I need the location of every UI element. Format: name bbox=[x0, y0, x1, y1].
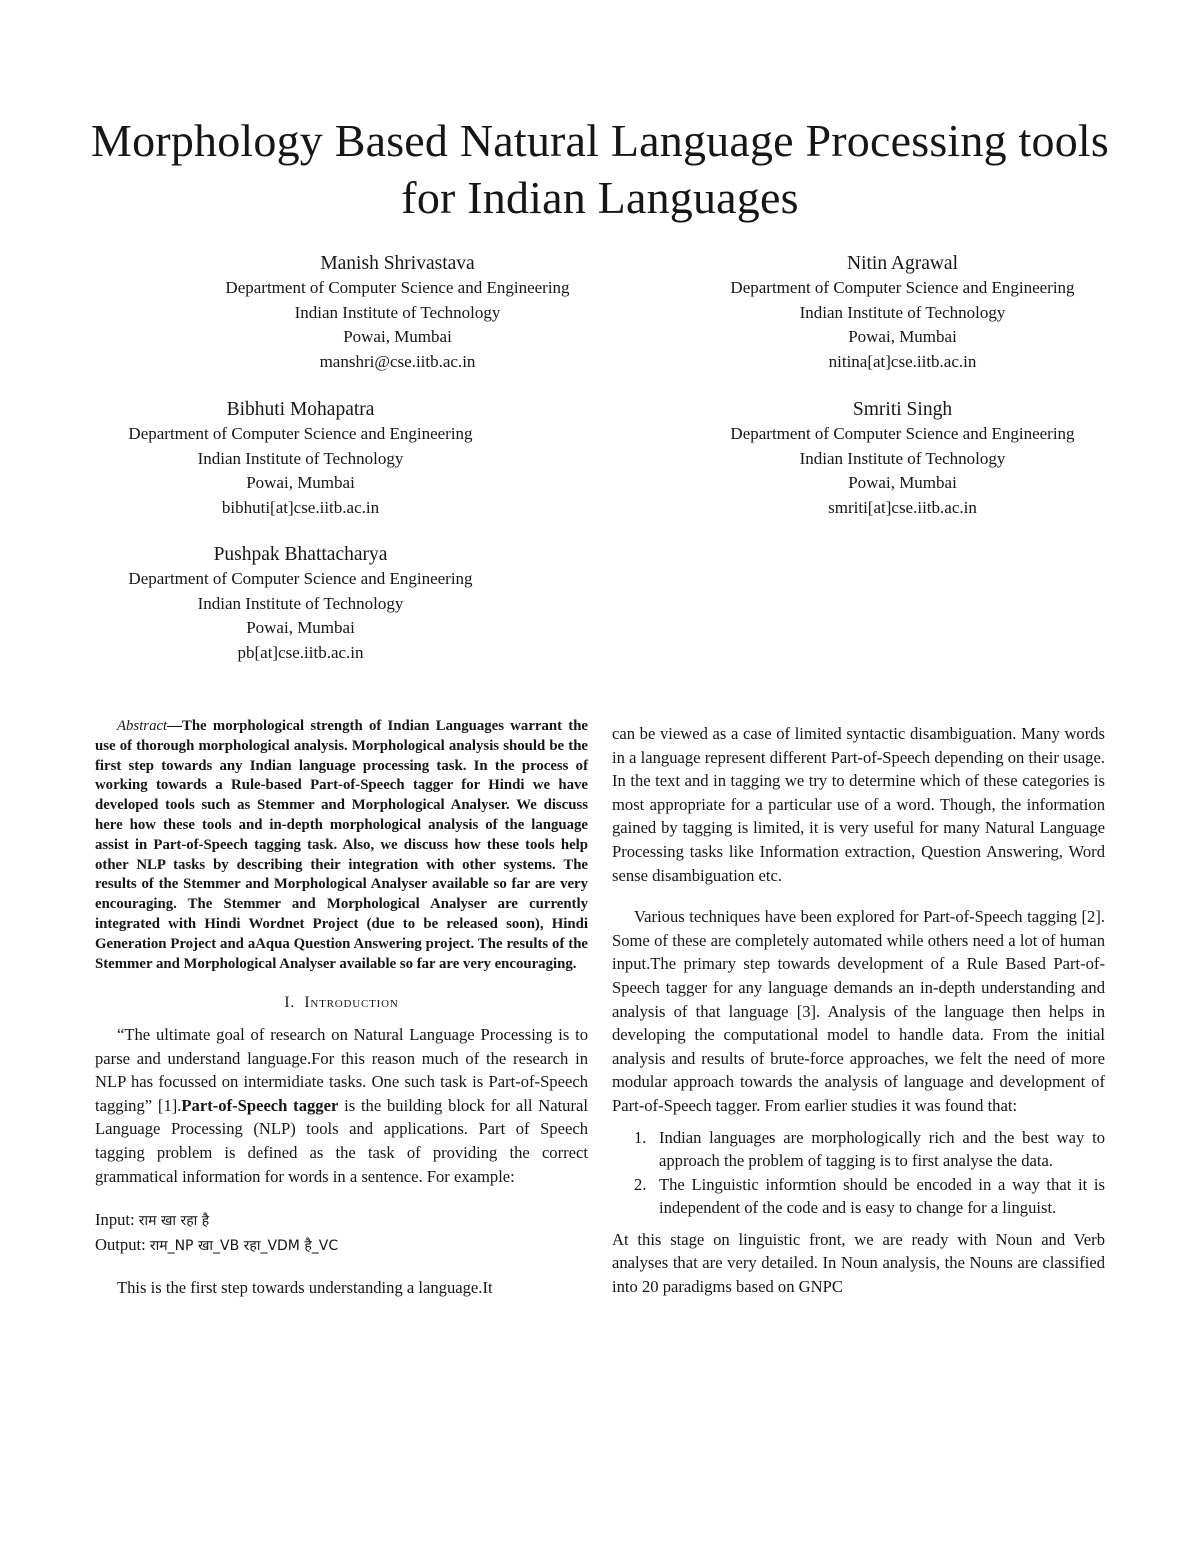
list-item bbox=[612, 1126, 1105, 1173]
numbered-list bbox=[612, 1126, 1105, 1220]
list-number: 2. bbox=[634, 1174, 647, 1194]
author-location: Powai, Mumbai bbox=[246, 618, 355, 637]
author-email: pb[at]cse.iitb.ac.in bbox=[237, 642, 364, 662]
intro-bold-term: Part-of-Speech tagger bbox=[181, 1095, 339, 1115]
section-heading bbox=[95, 991, 588, 1015]
author-email: smriti[at]cse.iitb.ac.in bbox=[828, 497, 977, 517]
author-block bbox=[680, 397, 1125, 520]
intro-paragraph bbox=[95, 1023, 588, 1188]
author-email: bibhuti[at]cse.iitb.ac.in bbox=[221, 497, 380, 517]
author-block bbox=[78, 397, 523, 520]
abstract-dash: — bbox=[167, 718, 182, 734]
example-input-text: राम खा रहा है bbox=[138, 1213, 210, 1230]
author-department: Department of Computer Science and Engineering bbox=[225, 278, 570, 297]
abstract-label: Abstract bbox=[117, 718, 168, 734]
author-location: Powai, Mumbai bbox=[246, 473, 355, 492]
example-output-text: राम_NP खा_VB रहा_VDM है_VC bbox=[149, 1238, 339, 1255]
body-paragraph: Various techniques have been explored for Part-of-Speech tagging [2]. Some of these are completely automated while others need a lot of human input.The primary step towards development of a Rule Based Part-of-Speech tagger for any language demands an in-depth understanding and analysis of that language [3]. Analysis of the language then helps in developing the computational model to handle data. From the initial analysis and results of brute-force approaches, we felt the need of more modular approach towards the analysis of language and development of Part-of-Speech tagger. From earlier studies it was found that: bbox=[612, 907, 1105, 1115]
author-location: Powai, Mumbai bbox=[343, 327, 452, 346]
section-title: Introduction bbox=[304, 994, 399, 1012]
author-email: manshri@cse.iitb.ac.in bbox=[319, 351, 476, 371]
author-block bbox=[175, 251, 620, 374]
example-input-label: Input: bbox=[95, 1210, 139, 1230]
paper-title: Morphology Based Natural Language Processing tools for Indian Languages bbox=[91, 115, 1109, 223]
example-input bbox=[95, 1208, 588, 1233]
example-output-label: Output: bbox=[95, 1235, 150, 1255]
list-item bbox=[612, 1173, 1105, 1220]
intro-paragraph: This is the first step towards understanding a language.It bbox=[117, 1278, 493, 1298]
author-location: Powai, Mumbai bbox=[848, 327, 957, 346]
abstract bbox=[95, 717, 588, 974]
author-name: Manish Shrivastava bbox=[320, 253, 475, 274]
list-text: The Linguistic informtion should be encoded in a way that it is independent of the code and is easy to change for a linguist. bbox=[659, 1174, 1105, 1218]
author-department: Department of Computer Science and Engineering bbox=[128, 424, 473, 443]
left-column bbox=[95, 717, 588, 1300]
author-block bbox=[680, 251, 1125, 374]
intro-text: “The ultimate goal of research on Natural Language Processing is to parse and understand language.For this reason much of the research in NLP has focussed on intermidiate tasks. One such task is Part-of-Speech tagging” [1]. bbox=[95, 1024, 588, 1115]
author-department: Department of Computer Science and Engineering bbox=[128, 569, 473, 588]
author-location: Powai, Mumbai bbox=[848, 473, 957, 492]
author-institute: Indian Institute of Technology bbox=[799, 448, 1006, 468]
author-name: Bibhuti Mohapatra bbox=[226, 399, 375, 420]
intro-text: is the building block for all Natural Language Processing (NLP) tools and applications. Part of Speech tagging problem is defined as the task of providing the correct grammatical information for words in a sentence. For example: bbox=[95, 1095, 588, 1186]
body-paragraph: can be viewed as a case of limited syntactic disambiguation. Many words in a language represent different Part-of-Speech depending on their usage. In the text and in tagging we try to determine which of these categories is most appropriate for a particular use of a word. Though, the information gained by tagging is limited, it is very useful for many Natural Language Processing tasks like Information extraction, Question Answering, Word sense disambiguation etc. bbox=[612, 724, 1105, 885]
section-number: I. bbox=[284, 994, 296, 1012]
author-institute: Indian Institute of Technology bbox=[799, 302, 1006, 322]
author-name: Smriti Singh bbox=[852, 399, 953, 420]
body-paragraph: At this stage on linguistic front, we are ready with Noun and Verb analyses that are very detailed. In Noun analysis, the Nouns are classified into 20 paradigms based on GNPC bbox=[612, 1229, 1105, 1297]
right-column bbox=[612, 722, 1105, 1299]
abstract-text: The morphological strength of Indian Languages warrant the use of thorough morphological analysis. Morphological analysis should be the first step towards any Indian language processing task. In the process of working towards a Rule-based Part-of-Speech tagger for Hindi we have developed tools such as Stemmer and Morphological Analyser. We discuss here how these tools and in-depth morphological analysis of the language assist in Part-of-Speech tagging task. Also, we discuss how these tools help other NLP tasks by describing their integration with other systems. The results of the Stemmer and Morphological Analyser available so far are very encouraging. The Stemmer and Morphological Analyser are currently integrated with Hindi Wordnet Project (due to be released soon), Hindi Generation Project and aAqua Question Answering project. The results of the Stemmer and Morphological Analyser available so far are very encouraging. bbox=[95, 718, 588, 972]
author-email: nitina[at]cse.iitb.ac.in bbox=[828, 351, 977, 371]
author-name: Nitin Agrawal bbox=[846, 253, 959, 274]
author-institute: Indian Institute of Technology bbox=[197, 448, 404, 468]
author-name: Pushpak Bhattacharya bbox=[213, 544, 388, 565]
list-number: 1. bbox=[634, 1127, 647, 1147]
list-text: Indian languages are morphologically rich and the best way to approach the problem of tagging is to first analyse the data. bbox=[659, 1127, 1105, 1171]
author-institute: Indian Institute of Technology bbox=[197, 593, 404, 613]
author-department: Department of Computer Science and Engineering bbox=[730, 424, 1075, 443]
tagging-example bbox=[95, 1208, 588, 1258]
author-department: Department of Computer Science and Engineering bbox=[730, 278, 1075, 297]
example-output bbox=[95, 1233, 588, 1258]
author-block bbox=[78, 542, 523, 665]
author-institute: Indian Institute of Technology bbox=[294, 302, 501, 322]
